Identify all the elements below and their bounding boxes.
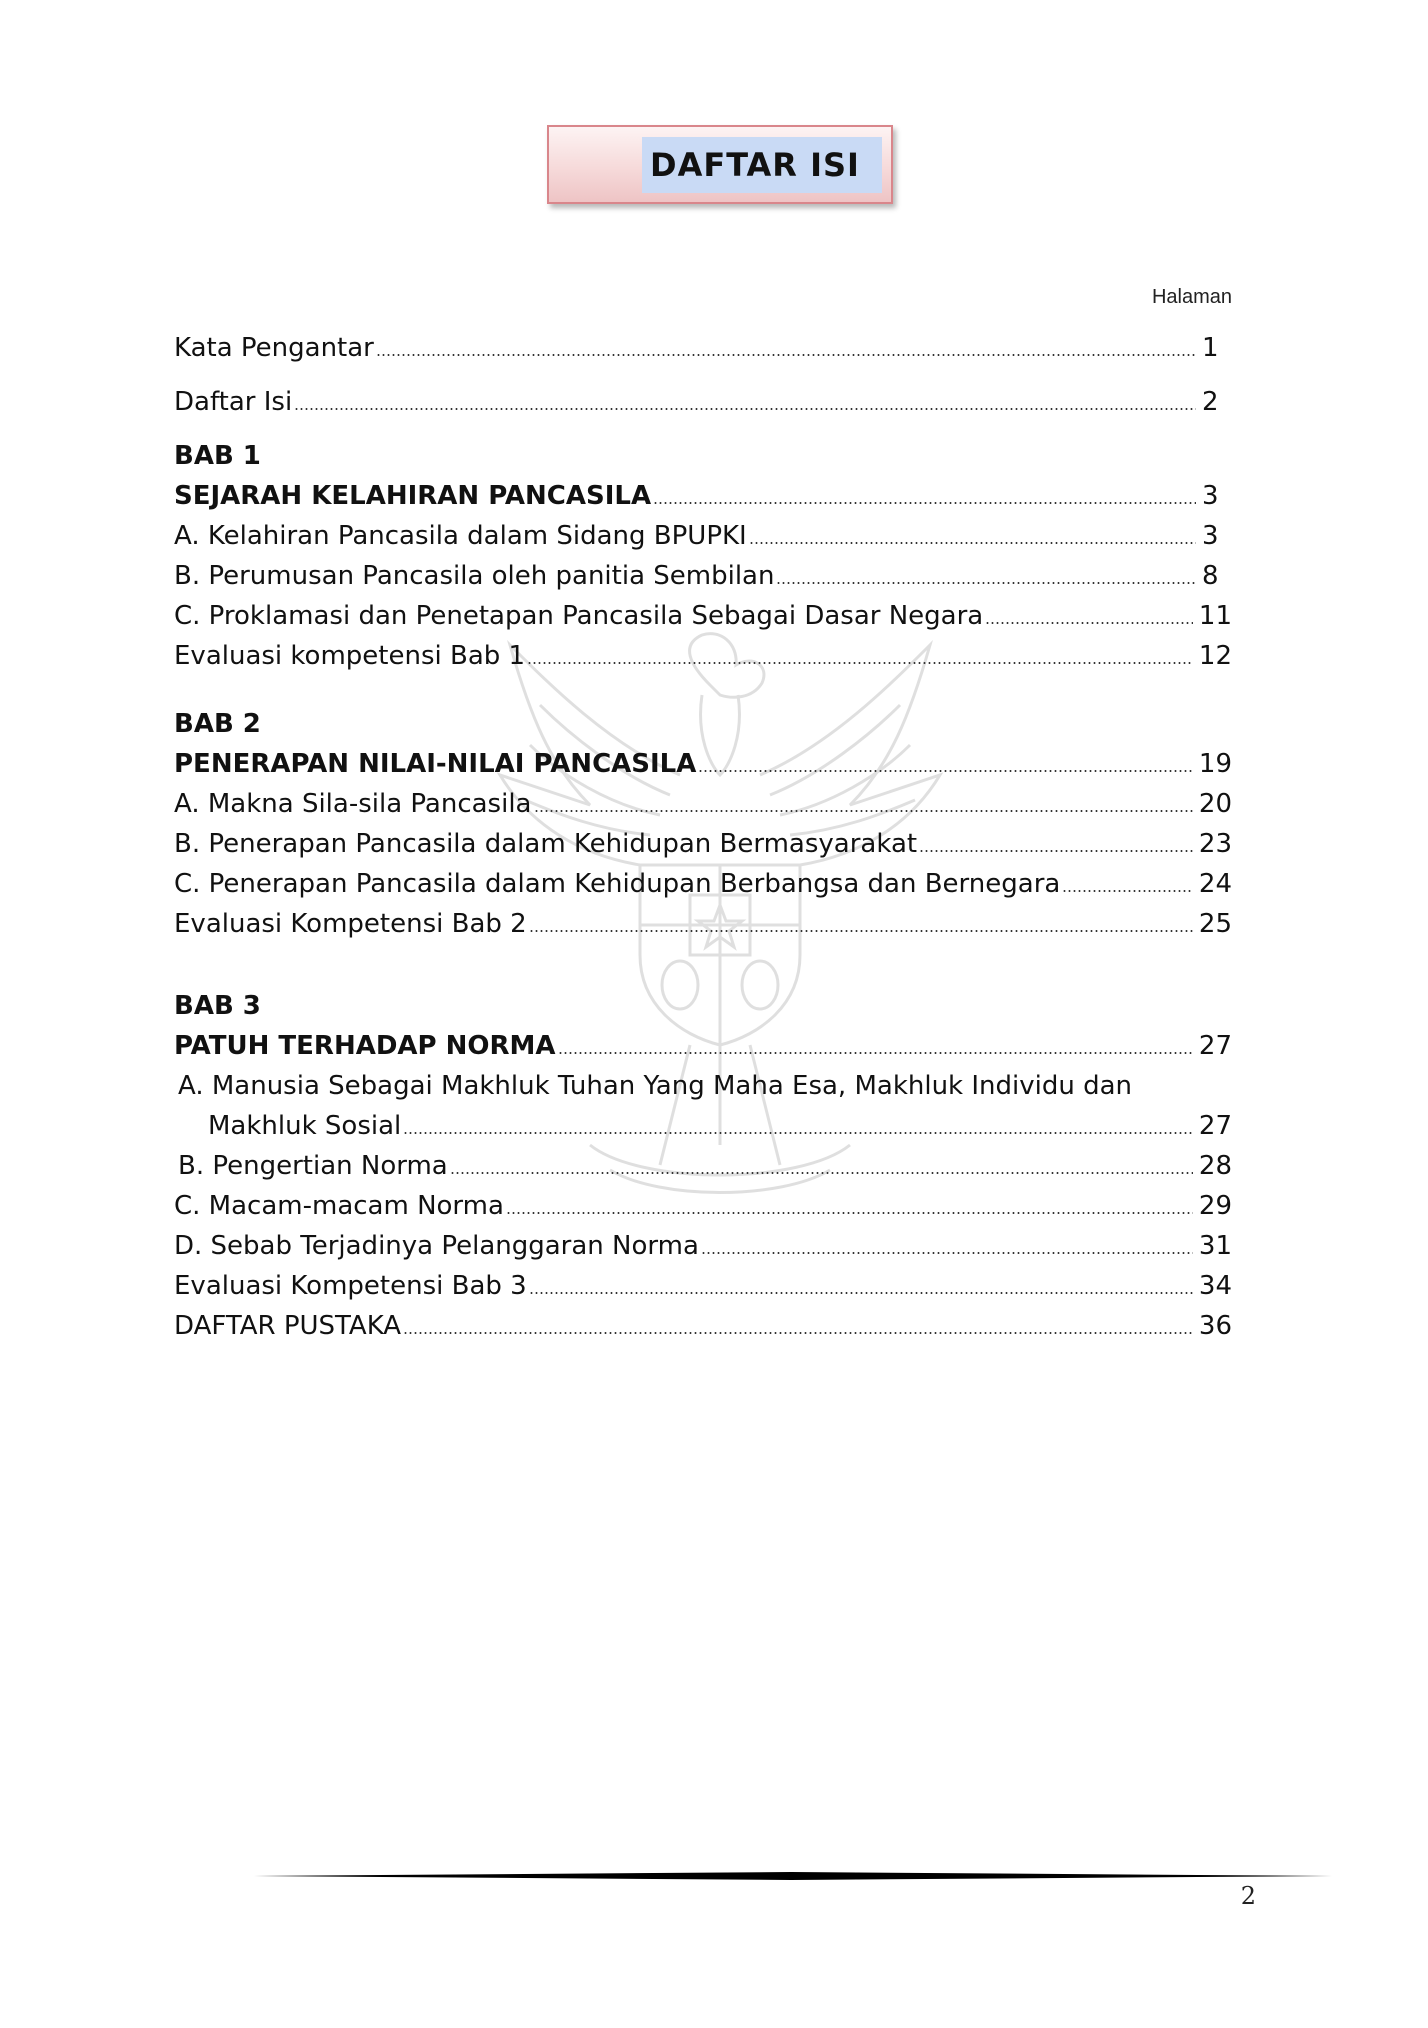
dot-leader <box>985 622 1193 624</box>
toc-entry[interactable] <box>174 1143 1232 1183</box>
dot-leader <box>919 850 1193 852</box>
chapter-title: SEJARAH KELAHIRAN PANCASILA <box>174 481 652 511</box>
dot-leader <box>776 582 1196 584</box>
dot-leader <box>749 542 1196 544</box>
toc-entry-page: 23 <box>1198 829 1232 859</box>
toc-entry[interactable] <box>174 325 1232 365</box>
chapter-title-entry[interactable] <box>174 741 1232 781</box>
toc-entry[interactable] <box>174 513 1232 553</box>
chapter-heading: BAB 1 <box>174 441 261 471</box>
dot-leader <box>450 1172 1193 1174</box>
toc-entry-label: DAFTAR PUSTAKA <box>174 1311 402 1341</box>
toc-entry-label: B. Penerapan Pancasila dalam Kehidupan Bermasyarakat <box>174 829 918 859</box>
toc-entry-page: 29 <box>1198 1191 1232 1221</box>
toc-entry-label: C. Penerapan Pancasila dalam Kehidupan Berbangsa dan Bernegara <box>174 869 1061 899</box>
toc-entry[interactable] <box>174 901 1232 941</box>
toc-entry-page: 3 <box>1202 521 1219 551</box>
toc-entry[interactable] <box>174 593 1232 633</box>
toc-entry-label: A. Makna Sila-sila Pancasila <box>174 789 532 819</box>
toc-entry[interactable] <box>174 633 1232 673</box>
toc-entry[interactable] <box>174 781 1232 821</box>
toc-entry-daftar-pustaka[interactable] <box>174 1303 1232 1343</box>
toc-entry-label: Evaluasi Kompetensi Bab 3 <box>174 1271 527 1301</box>
dot-leader <box>403 1332 1193 1334</box>
toc-entry-page: 8 <box>1202 561 1219 591</box>
title-box <box>547 125 893 204</box>
page-title: DAFTAR ISI <box>642 137 882 193</box>
toc-entry-page: 31 <box>1198 1231 1232 1261</box>
dot-leader <box>403 1132 1193 1134</box>
dot-leader <box>527 662 1193 664</box>
toc-entry[interactable] <box>174 379 1232 419</box>
dot-leader <box>701 1252 1193 1254</box>
dot-leader <box>558 1052 1193 1054</box>
dot-leader <box>698 770 1193 772</box>
dot-leader <box>1062 890 1193 892</box>
toc-entry[interactable] <box>174 861 1232 901</box>
chapter-heading: BAB 2 <box>174 709 261 739</box>
toc-entry-label: Evaluasi Kompetensi Bab 2 <box>174 909 527 939</box>
toc-entry-page: 36 <box>1198 1311 1232 1341</box>
dot-leader <box>534 810 1193 812</box>
toc-entry[interactable] <box>174 1263 1232 1303</box>
dot-leader <box>294 408 1196 410</box>
toc-entry-page: 20 <box>1198 789 1232 819</box>
toc-entry-label: Makhluk Sosial <box>208 1111 402 1141</box>
toc-entry-label: A. Kelahiran Pancasila dalam Sidang BPUPKI <box>174 521 747 551</box>
toc-entry-label: C. Proklamasi dan Penetapan Pancasila Sebagai Dasar Negara <box>174 601 984 631</box>
dot-leader <box>506 1212 1193 1214</box>
dot-leader <box>653 502 1196 504</box>
toc-entry-page: 11 <box>1198 601 1232 631</box>
toc-entry-label: Evaluasi kompetensi Bab 1 <box>174 641 526 671</box>
toc-entry-page: 34 <box>1198 1271 1232 1301</box>
dot-leader <box>376 354 1196 356</box>
toc-entry[interactable] <box>174 821 1232 861</box>
toc-entry-page: 28 <box>1198 1151 1232 1181</box>
dot-leader <box>529 1292 1193 1294</box>
toc-entry-label: A. Manusia Sebagai Makhluk Tuhan Yang Maha Esa, Makhluk Individu dan <box>178 1071 1133 1101</box>
toc-entry-line1[interactable] <box>174 1063 1232 1103</box>
chapter-title: PATUH TERHADAP NORMA <box>174 1031 556 1061</box>
toc-entry[interactable] <box>174 553 1232 593</box>
toc-entry-label: B. Perumusan Pancasila oleh panitia Sembilan <box>174 561 775 591</box>
toc-entry-page: 27 <box>1198 1111 1232 1141</box>
toc-entry-page: 1 <box>1202 333 1219 363</box>
chapter-title-entry[interactable] <box>174 473 1232 513</box>
toc-entry-page: 19 <box>1198 749 1232 779</box>
dot-leader <box>529 930 1193 932</box>
toc-entry[interactable] <box>174 1223 1232 1263</box>
footer-page-number: 2 <box>1240 1882 1256 1910</box>
toc-entry-label: D. Sebab Terjadinya Pelanggaran Norma <box>174 1231 699 1261</box>
toc-entry-page: 2 <box>1202 387 1219 417</box>
toc-entry-page: 25 <box>1198 909 1232 939</box>
toc-entry-label: B. Pengertian Norma <box>178 1151 448 1181</box>
toc-entry-label: Daftar Isi <box>174 387 293 417</box>
toc-entry-label: Kata Pengantar <box>174 333 374 363</box>
toc-entry-page: 12 <box>1198 641 1232 671</box>
toc-entry-page: 27 <box>1198 1031 1232 1061</box>
toc-entry-page: 3 <box>1202 481 1219 511</box>
toc-entry-label: C. Macam-macam Norma <box>174 1191 504 1221</box>
toc-entry-page: 24 <box>1198 869 1232 899</box>
chapter-title: PENERAPAN NILAI-NILAI PANCASILA <box>174 749 697 779</box>
footer-divider <box>250 1872 1332 1880</box>
chapter-heading: BAB 3 <box>174 991 261 1021</box>
halaman-label: Halaman <box>1151 286 1232 308</box>
toc-entry[interactable] <box>174 1183 1232 1223</box>
chapter-title-entry[interactable] <box>174 1023 1232 1063</box>
toc-entry-line2[interactable] <box>174 1103 1232 1143</box>
